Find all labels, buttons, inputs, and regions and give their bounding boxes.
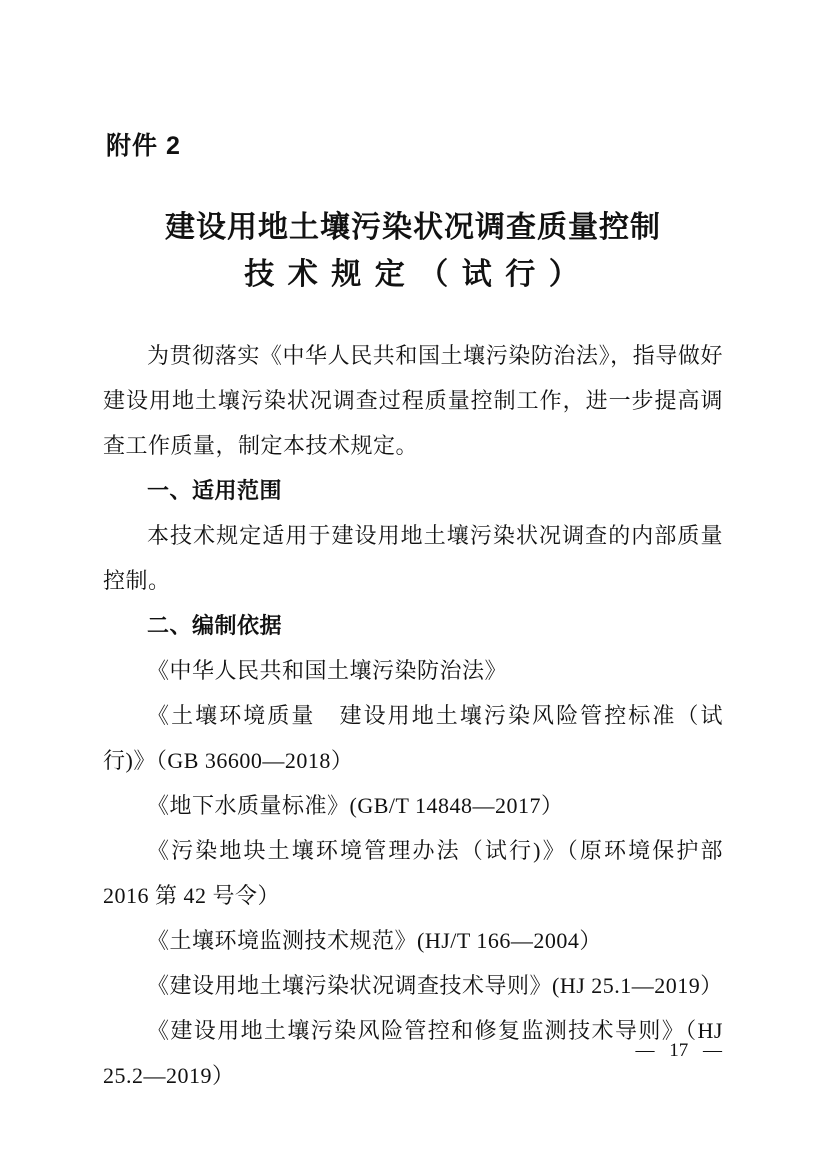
document-title-line-1: 建设用地土壤污染状况调查质量控制 xyxy=(165,211,661,244)
section-heading-scope: 一、适用范围 xyxy=(147,478,283,503)
reference-item: 《地下水质量标准》(GB/T 14848—2017） xyxy=(147,793,564,818)
reference-item: 《土壤环境质量 建设用地土壤污染风险管控标准（试行)》（GB 36600—2018） xyxy=(103,703,723,773)
scope-paragraph: 本技术规定适用于建设用地土壤污染状况调查的内部质量控制。 xyxy=(103,523,723,593)
page-number: — 17 — xyxy=(635,1040,722,1061)
intro-paragraph: 为贯彻落实《中华人民共和国土壤污染防治法》，指导做好建设用地土壤污染状况调查过程质量控制工作，进一步提高调查工作质量，制定本技术规定。 xyxy=(103,343,723,458)
attachment-label: 附件 2 xyxy=(106,132,181,160)
document-title xyxy=(0,204,826,298)
reference-item: 《土壤环境监测技术规范》(HJ/T 166—2004） xyxy=(147,928,602,953)
section-heading-basis: 二、编制依据 xyxy=(147,613,283,638)
reference-item: 《建设用地土壤污染状况调查技术导则》(HJ 25.1—2019） xyxy=(147,973,723,998)
reference-item: 《污染地块土壤环境管理办法（试行)》（原环境保护部 2016 第 42 号令） xyxy=(103,838,723,908)
reference-item: 《建设用地土壤污染风险管控和修复监测技术导则》（HJ 25.2—2019） xyxy=(103,1018,723,1088)
reference-item: 《中华人民共和国土壤污染防治法》 xyxy=(147,658,508,683)
document-body xyxy=(103,333,723,1098)
document-title-line-2: 技 术 规 定 （ 试 行 ） xyxy=(244,258,582,291)
